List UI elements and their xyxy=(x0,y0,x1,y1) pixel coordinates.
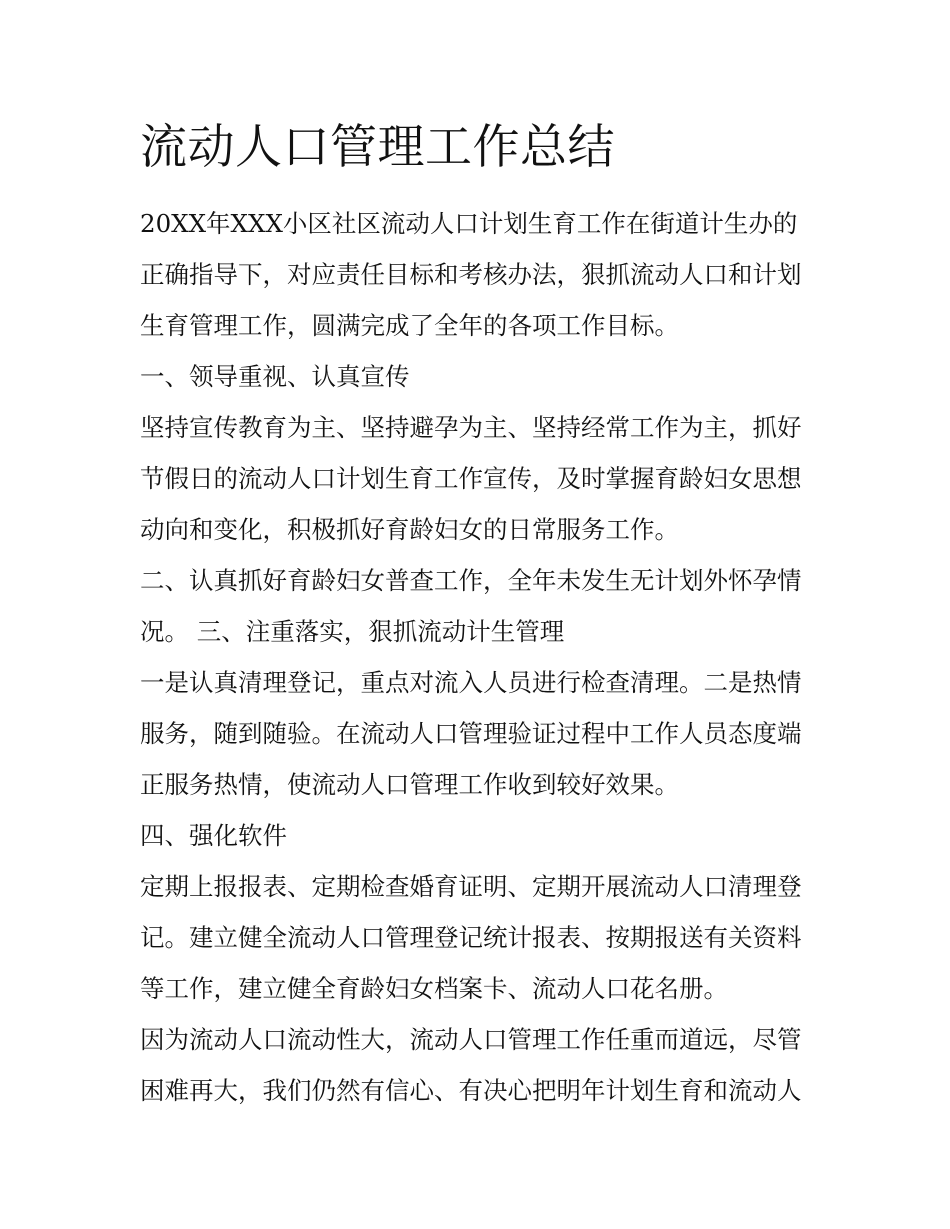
document-title: 流动人口管理工作总结 xyxy=(140,120,615,175)
body-line: 生育管理工作，圆满完成了全年的各项工作目标。 xyxy=(140,311,679,340)
body-line: 动向和变化，积极抓好育龄妇女的日常服务工作。 xyxy=(140,515,679,544)
body-line: 记。建立健全流动人口管理登记统计报表、按期报送有关资料 xyxy=(140,923,802,952)
body-line: 20XX年XXX小区社区流动人口计划生育工作在街道计生办的 xyxy=(140,209,798,238)
body-line: 坚持宣传教育为主、坚持避孕为主、坚持经常工作为主，抓好 xyxy=(140,413,802,442)
body-line: 节假日的流动人口计划生育工作宣传，及时掌握育龄妇女思想 xyxy=(140,464,802,493)
body-line: 况。 三、注重落实，狠抓流动计生管理 xyxy=(140,617,565,646)
document-body xyxy=(140,198,812,1116)
body-line: 一是认真清理登记，重点对流入人员进行检查清理。二是热情 xyxy=(140,668,802,697)
body-line: 因为流动人口流动性大，流动人口管理工作任重而道远，尽管 xyxy=(140,1025,802,1054)
body-line: 正确指导下，对应责任目标和考核办法，狠抓流动人口和计划 xyxy=(140,260,802,289)
body-line: 服务，随到随验。在流动人口管理验证过程中工作人员态度端 xyxy=(140,719,802,748)
body-line: 等工作，建立健全育龄妇女档案卡、流动人口花名册。 xyxy=(140,974,728,1003)
section-heading-4: 四、强化软件 xyxy=(140,821,287,850)
body-line: 定期上报报表、定期检查婚育证明、定期开展流动人口清理登 xyxy=(140,872,802,901)
body-line: 困难再大，我们仍然有信心、有决心把明年计划生育和流动人 xyxy=(140,1076,802,1105)
section-heading-2: 二、认真抓好育龄妇女普查工作，全年未发生无计划外怀孕情 xyxy=(140,566,802,595)
section-heading-1: 一、领导重视、认真宣传 xyxy=(140,362,410,391)
body-line: 正服务热情，使流动人口管理工作收到较好效果。 xyxy=(140,770,679,799)
